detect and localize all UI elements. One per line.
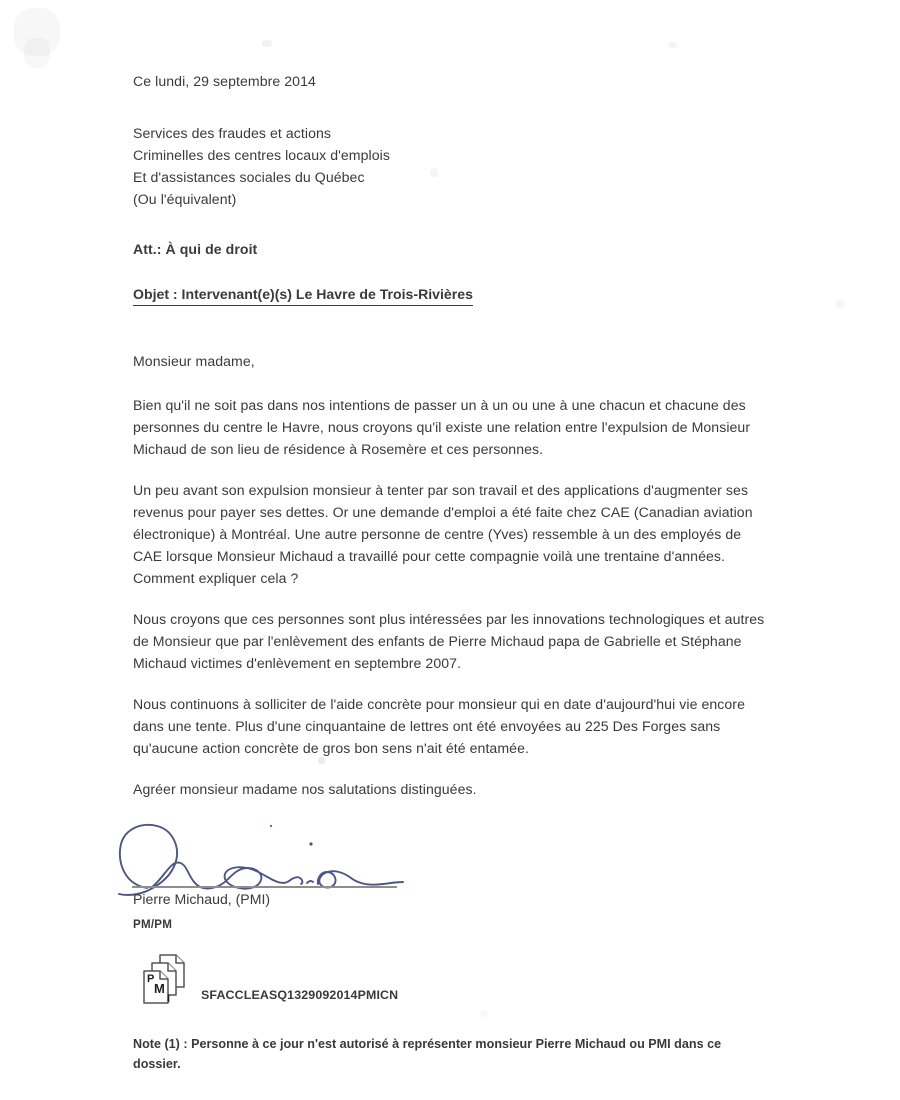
- scan-smudge: [14, 8, 60, 56]
- signature-block: [133, 826, 773, 931]
- scan-smudge: [668, 42, 677, 48]
- logo-letter-p: P: [147, 973, 155, 985]
- recipient-line: Services des fraudes et actions: [133, 125, 332, 141]
- body-paragraph: Un peu avant son expulsion monsieur à tenter par son travail et des applications d'augmenter ses revenus pour payer ses dettes. Or une demande d'emploi a été faite chez CAE (Canadian aviation électronique) à Montréal. Une autre personne de centre (Yves) ressemble à un des employés de CAE lorsque Monsieur Michaud a travaillé pour cette compagnie voilà une trentaine d'années. Comment expliquer cela ?: [133, 482, 753, 586]
- body-paragraph: Bien qu'il ne soit pas dans nos intentions de passer un à un ou une à une chacun et chacune des personnes du centre le Havre, nous croyons qu'il existe une relation entre l'expulsion de Monsieur Michaud de son lieu de résidence à Rosemère et ces personnes.: [133, 397, 751, 457]
- scan-smudge: [262, 40, 272, 47]
- body-paragraph: Nous croyons que ces personnes sont plus intéressées par les innovations technologiques et autres de Monsieur que par l'enlèvement des enfants de Pierre Michaud papa de Gabrielle et Stéphane Michaud victimes d'enlèvement en septembre 2007.: [133, 611, 765, 671]
- subject-line-wrap: [133, 284, 773, 306]
- logo-letter-m: M: [154, 981, 165, 996]
- signature-name: Pierre Michaud, (PMI): [133, 891, 271, 907]
- closing-line: Agréer monsieur madame nos salutations distinguées.: [133, 781, 477, 797]
- letter-body: [133, 70, 773, 1087]
- footnote: Note (1) : Personne à ce jour n'est autorisé à représenter monsieur Pierre Michaud ou PMI dans ce dossier.: [133, 1037, 722, 1071]
- handwritten-signature: [111, 818, 411, 896]
- logo-letter-i: I: [167, 993, 171, 1005]
- scan-smudge: [836, 300, 845, 308]
- date-line: Ce lundi, 29 septembre 2014: [133, 73, 316, 89]
- recipient-line: Criminelles des centres locaux d'emplois: [133, 147, 390, 163]
- recipient-address-block: [133, 122, 773, 210]
- subject-line: Objet : Intervenant(e)(s) Le Havre de Trois-Rivières: [133, 284, 473, 306]
- reference-code: SFACCLEASQ1329092014PMICN: [201, 988, 399, 1002]
- recipient-line: (Ou l'équivalent): [133, 191, 237, 207]
- recipient-line: Et d'assistances sociales du Québec: [133, 169, 365, 185]
- scan-smudge: [24, 38, 50, 68]
- typist-initials: PM/PM: [133, 918, 173, 931]
- salutation: Monsieur madame,: [133, 353, 255, 369]
- pmi-documents-logo-icon: [137, 952, 195, 1010]
- body-paragraph: Nous continuons à solliciter de l'aide concrète pour monsieur qui en date d'aujourd'hui vie encore dans une tente. Plus d'une cinquantaine de lettres ont été envoyées au 225 Des Forges sans qu'aucune action concrète de gros bon sens n'ait été entamée.: [133, 696, 745, 756]
- attention-line: Att.: À qui de droit: [133, 241, 258, 257]
- reference-row: [133, 952, 773, 1016]
